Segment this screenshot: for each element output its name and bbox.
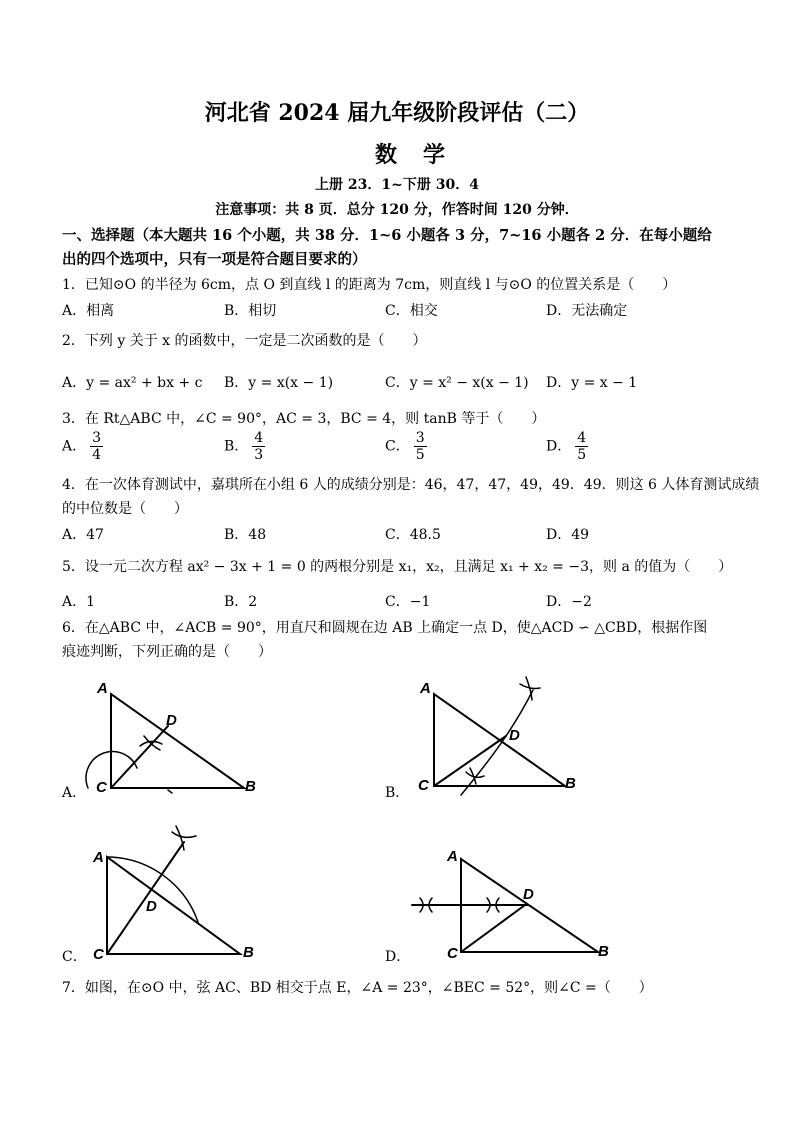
- q3-option-c-label: C．: [385, 438, 410, 455]
- point-label: D: [523, 886, 534, 903]
- point-label: A: [447, 848, 458, 865]
- q3-option-d-label: D．: [546, 438, 572, 455]
- point-label: A: [420, 680, 431, 697]
- q2-option-c: C．y = x² − x(x − 1): [385, 375, 529, 391]
- q6-option-d: D．: [385, 949, 411, 965]
- denominator: 4: [92, 447, 102, 463]
- exam-notice: 注意事项：共 8 页．总分 120 分，作答时间 120 分钟．: [215, 202, 579, 218]
- question-4-line1: 4．在一次体育测试中，嘉琪所在小组 6 人的成绩分别是：46，47，47，49，49．49．则这 6 人体育测试成绩: [62, 477, 760, 493]
- point-label: C: [418, 777, 429, 794]
- q1-option-a: A．相离: [62, 303, 115, 319]
- q1-option-b: B．相切: [224, 303, 277, 319]
- point-label: B: [245, 778, 256, 795]
- q2-option-d: D．y = x − 1: [546, 375, 638, 391]
- segment-cd: [111, 726, 168, 788]
- point-label: D: [166, 712, 177, 729]
- point-label: B: [565, 775, 576, 792]
- point-label: D: [509, 727, 520, 744]
- q4-option-b: B．48: [224, 527, 267, 543]
- triangle-abc: [107, 857, 240, 954]
- point-label: C: [96, 779, 107, 796]
- section-heading-line2: 出的四个选项中，只有一项是符合题目要求的）: [62, 251, 367, 268]
- arc-mark: [172, 832, 196, 837]
- q1-option-c: C．相交: [385, 303, 438, 319]
- question-6-line2: 痕迹判断，下列正确的是（ ）: [62, 644, 272, 660]
- denominator: 5: [577, 447, 587, 463]
- arc-mark: [168, 790, 172, 793]
- numerator: 3: [415, 430, 425, 446]
- numerator: 4: [577, 430, 587, 446]
- question-7: 7．如图，在⊙O 中，弦 AC、BD 相交于点 E，∠A = 23°，∠BEC = 52°，则∠C =（ ）: [62, 980, 653, 996]
- q3-option-b-label: B．: [224, 438, 249, 455]
- question-6-line1: 6．在△ABC 中，∠ACB = 90°，用直尺和圆规在边 AB 上确定一点 D，使△ACD ∽ △CBD，根据作图: [62, 620, 708, 636]
- q2-option-b: B．y = x(x − 1): [224, 375, 334, 391]
- numerator: 3: [92, 430, 102, 446]
- q6-option-a: A．: [62, 785, 87, 801]
- q5-option-b: B．2: [224, 594, 258, 610]
- point-label: B: [598, 943, 609, 960]
- q6-option-b: B．: [385, 785, 410, 801]
- point-label: A: [97, 680, 108, 697]
- q3-option-a-label: A．: [62, 438, 87, 455]
- q4-option-c: C．48.5: [385, 527, 441, 543]
- denominator: 3: [254, 447, 264, 463]
- denominator: 5: [415, 447, 425, 463]
- question-5: 5．设一元二次方程 ax² − 3x + 1 = 0 的两根分别是 x₁，x₂，且满足 x₁ + x₂ = −3，则 a 的值为（ ）: [62, 559, 733, 575]
- q4-option-a: A．47: [62, 527, 104, 543]
- point-label: C: [447, 945, 458, 962]
- subject-title: 数学: [374, 142, 471, 168]
- page-title: 河北省 2024 届九年级阶段评估（二）: [204, 100, 590, 126]
- question-1: 1．已知⊙O 的半径为 6cm，点 O 到直线 l 的距离为 7cm，则直线 l 与⊙O 的位置关系是（ ）: [62, 277, 677, 293]
- q4-option-d: D．49: [546, 527, 590, 543]
- point-label: A: [93, 849, 104, 866]
- question-3: 3．在 Rt△ABC 中，∠C = 90°，AC = 3，BC = 4，则 tanB 等于（ ）: [62, 411, 546, 427]
- q5-option-a: A．1: [62, 594, 96, 610]
- point-label: D: [146, 898, 157, 915]
- q5-option-c: C．−1: [385, 594, 431, 610]
- exam-scope: 上册 23．1~下册 30．4: [315, 177, 479, 193]
- question-4-line2: 的中位数是（ ）: [62, 501, 188, 517]
- q2-option-a: A．y = ax² + bx + c: [62, 375, 203, 391]
- segment-cd: [434, 736, 506, 786]
- arc-mark: [466, 772, 484, 777]
- point-label: B: [243, 944, 254, 961]
- numerator: 4: [254, 430, 264, 446]
- q5-option-d: D．−2: [546, 594, 592, 610]
- question-2: 2．下列 y 关于 x 的函数中，一定是二次函数的是（ ）: [62, 333, 427, 349]
- point-label: C: [93, 946, 104, 963]
- figure-d: [412, 859, 598, 952]
- triangle-abc: [111, 694, 244, 788]
- segment-cd: [461, 905, 525, 952]
- q6-option-c: C．: [62, 949, 87, 965]
- figure-a: [86, 694, 244, 793]
- figure-b: [434, 677, 565, 795]
- q1-option-d: D．无法确定: [546, 303, 628, 319]
- section-heading-line1: 一、选择题（本大题共 16 个小题，共 38 分．1~6 小题各 3 分，7~16 小题各 2 分．在每小题给: [62, 227, 712, 244]
- figure-c: [107, 826, 240, 954]
